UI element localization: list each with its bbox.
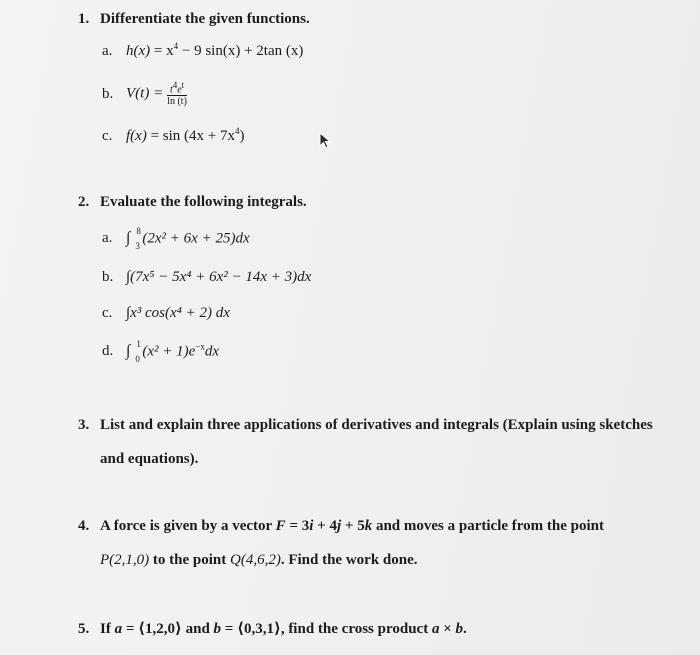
q2d-exp: −x: [195, 341, 205, 352]
question-3-line-2: and equations).: [100, 451, 199, 467]
question-2-title: Evaluate the following integrals.: [100, 194, 307, 210]
question-2a: [102, 226, 250, 251]
q2c-integrand: ∫x³ cos(x⁴ + 2) dx: [126, 305, 230, 321]
q1c-exp: 4: [235, 126, 240, 136]
question-1b-label: b.: [102, 85, 114, 102]
q1c-rhs-pre: = sin (4x + 7x: [150, 128, 235, 144]
question-2-number: 2.: [78, 194, 90, 210]
q2d-integrand-pre: (x² + 1)e: [142, 343, 196, 360]
q2a-integral-sign: ∫: [126, 229, 131, 247]
mouse-cursor-icon: [317, 131, 333, 149]
question-4-line-2: P(2,1,0) to the point Q(4,6,2). Find the work done.: [100, 552, 418, 568]
question-2b: [102, 270, 311, 285]
question-5-number: 5.: [78, 621, 90, 637]
question-2b-label: b.: [102, 269, 114, 285]
question-2d-label: d.: [102, 343, 114, 360]
question-4-number: 4.: [78, 518, 90, 534]
question-1a-label: a.: [102, 43, 113, 59]
q1c-lhs: f(x): [126, 128, 147, 144]
question-1-number: 1.: [78, 11, 90, 27]
question-5-text: If a = ⟨1,2,0⟩ and b = ⟨0,3,1⟩, find the cross product a × b.: [100, 621, 467, 637]
q2a-integrand: (2x² + 6x + 25)dx: [142, 230, 250, 247]
q1c-rhs-post: ): [239, 128, 245, 144]
q1a-rhs-pre: = x: [153, 43, 174, 59]
question-2a-label: a.: [102, 230, 113, 247]
question-1a: [102, 42, 303, 59]
q1b-denominator: ln (t): [167, 96, 187, 108]
q2d-integrand-post: dx: [204, 343, 220, 360]
question-1c-label: c.: [102, 128, 113, 144]
q2a-limits: 8 3: [135, 226, 141, 251]
question-2c: [102, 306, 230, 321]
q1b-lhs: V(t) =: [126, 85, 164, 102]
question-1b: [102, 80, 187, 108]
q2d-integral-sign: ∫: [126, 342, 131, 360]
q1b-fraction: [167, 80, 187, 108]
question-1c: [102, 127, 245, 144]
q1b-numerator: $t^4e^t$: [167, 80, 187, 96]
question-2d: [102, 339, 220, 364]
question-3-number: 3.: [78, 417, 90, 433]
question-2c-label: c.: [102, 305, 113, 321]
q1a-rhs-post: − 9 sin(x) + 2tan (x): [178, 43, 304, 59]
question-3-line-1: List and explain three applications of derivatives and integrals (Explain using sketches: [100, 417, 653, 433]
q1a-lhs: h(x): [126, 43, 151, 59]
q2d-limits: 1 0: [135, 339, 141, 364]
q2b-integrand: ∫(7x⁵ − 5x⁴ + 6x² − 14x + 3)dx: [126, 269, 312, 285]
question-4-line-1: A force is given by a vector F = 3i + 4j + 5k and moves a particle from the point: [100, 518, 605, 534]
question-1-title: Differentiate the given functions.: [100, 11, 310, 27]
q1a-exp: 4: [173, 41, 179, 51]
